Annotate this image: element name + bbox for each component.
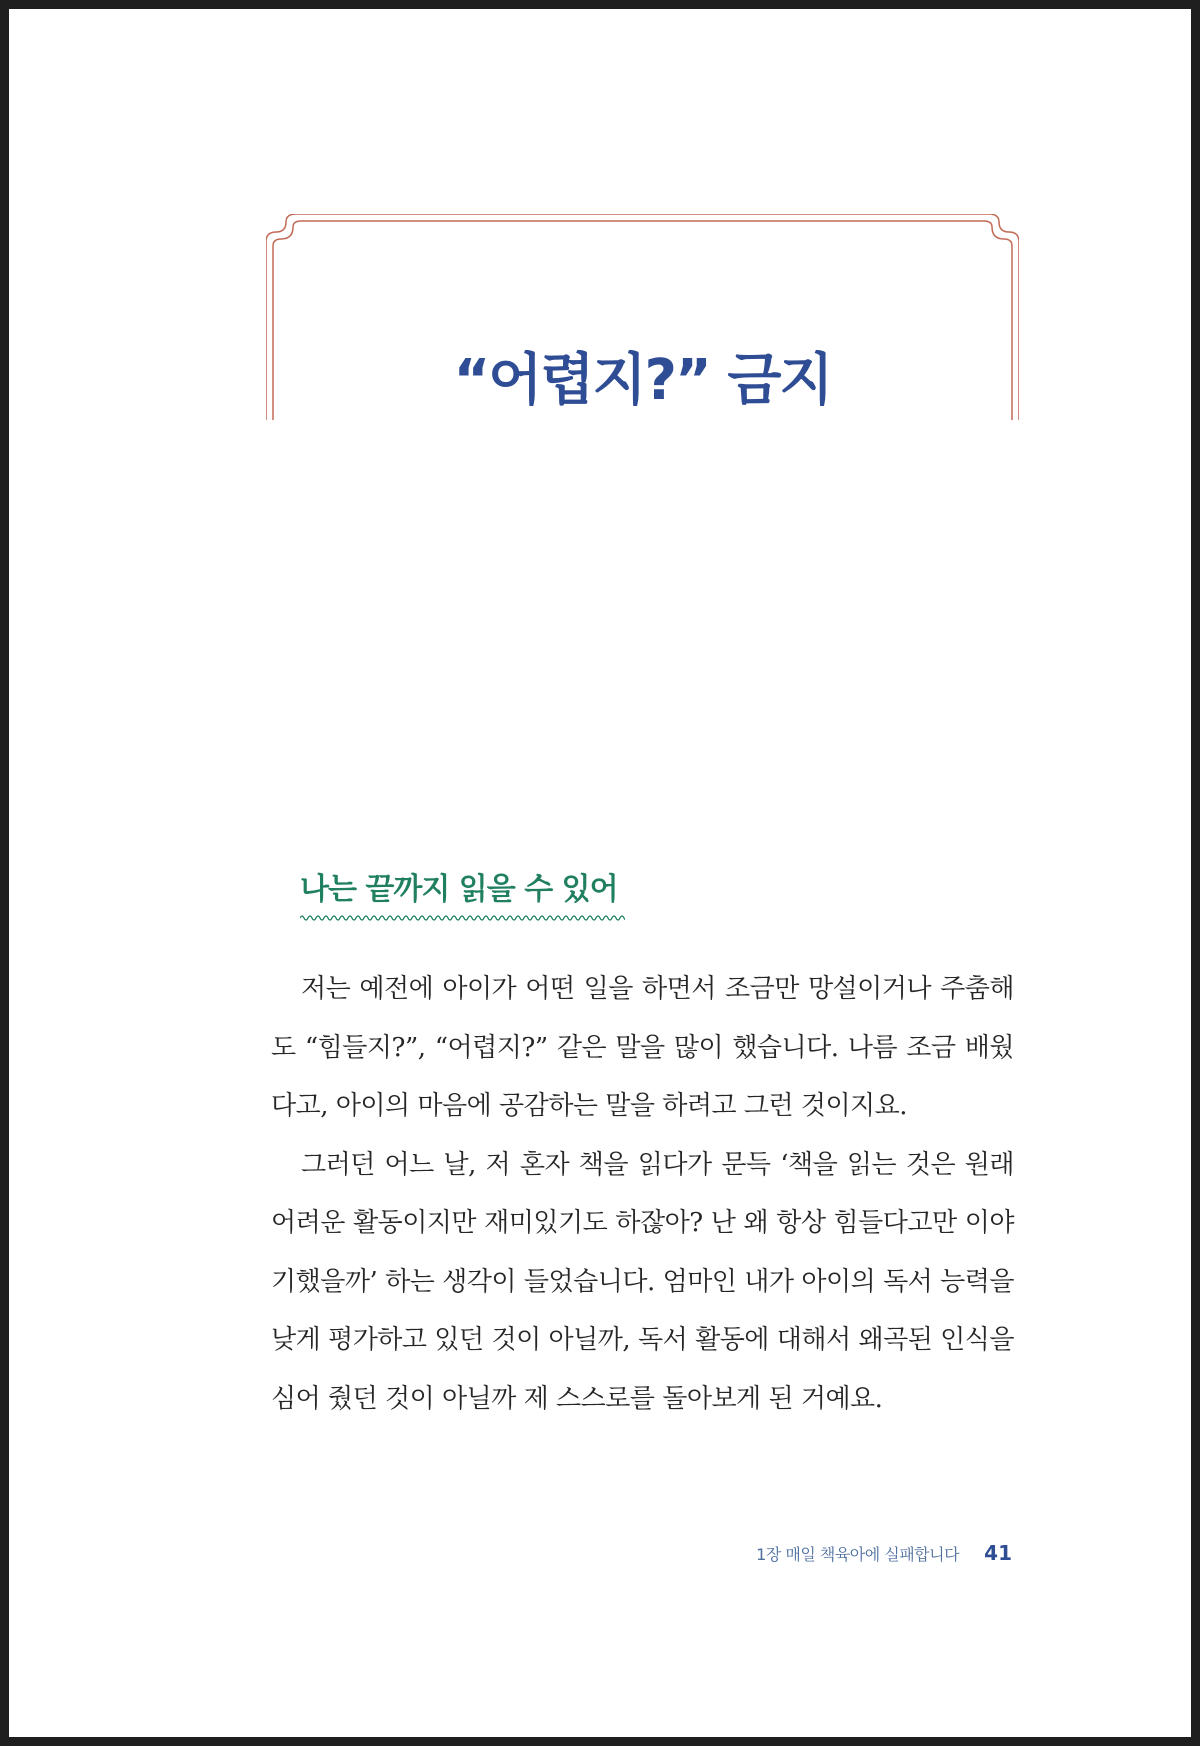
page-number: 41 [984,1541,1012,1565]
heading-wave-underline [300,913,625,923]
body-text [271,960,1014,1428]
footer-chapter-title: 1장 매일 책육아에 실패합니다 [756,1545,960,1564]
chapter-title: “어렵지?” 금지 [453,348,832,413]
section-heading: 나는 끝까지 읽을 수 있어 [300,872,618,907]
paragraph: 그러던 어느 날, 저 혼자 책을 읽다가 문득 ‘책을 읽는 것은 원래 어려운 활동이지만 재미있기도 하잖아? 난 왜 항상 힘들다고만 이야기했을까’ 하는 생각이 들었습니다. 엄마인 내가 아이의 독서 능력을 낮게 평가하고 있던 것이 아닐까, 독서 활동에 대해서 왜곡된 인식을 심어 줬던 것이 아닐까 제 스스로를 돌아보게 된 거예요. [271,1149,1014,1414]
paragraph: 저는 예전에 아이가 어떤 일을 하면서 조금만 망설이거나 주춤해도 “힘들지?”, “어렵지?” 같은 말을 많이 했습니다. 나름 조금 배웠다고, 아이의 마음에 공감하는 말을 하려고 그런 것이지요. [271,974,1014,1121]
running-footer [756,1541,1012,1565]
